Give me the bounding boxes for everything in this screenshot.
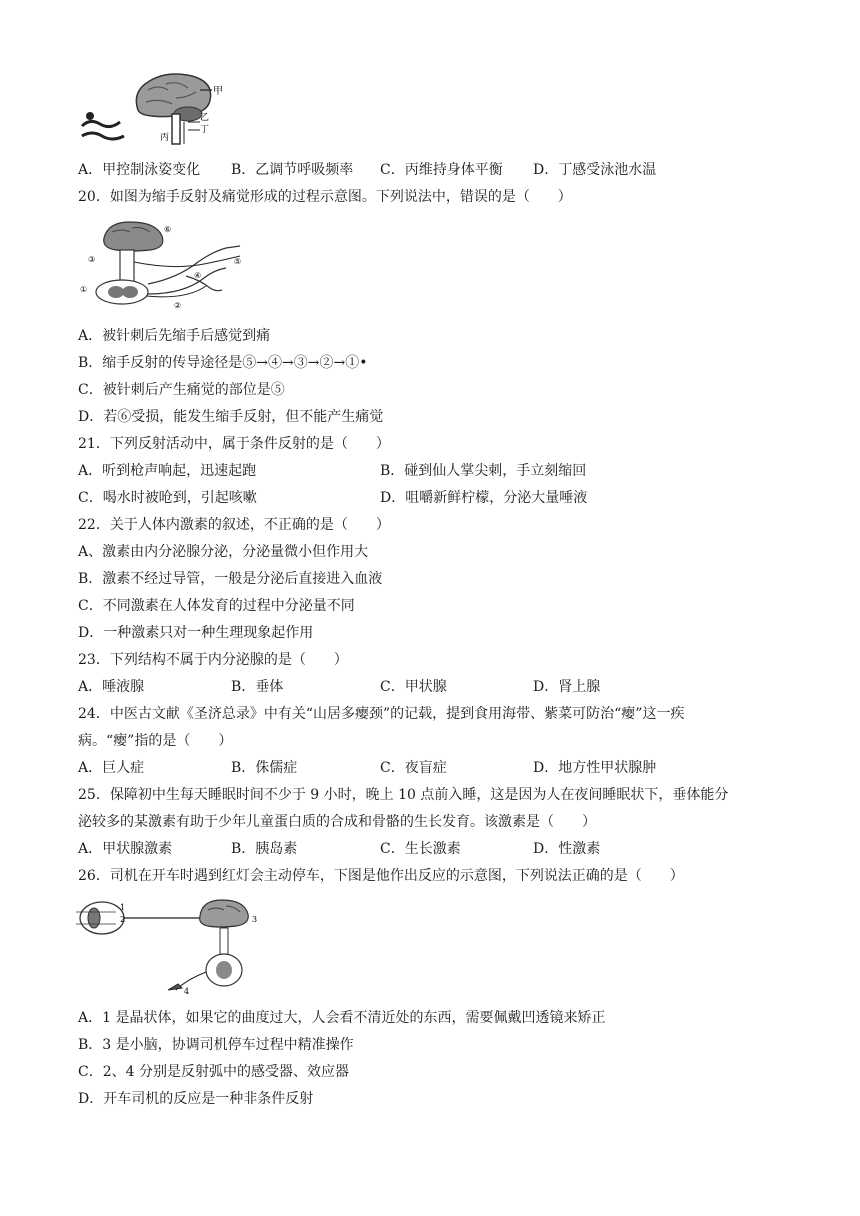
driver-reflex-figure: [76, 898, 266, 998]
figure-label-4: 4: [184, 987, 190, 996]
figure-label-4: ④: [194, 271, 202, 280]
q22-stem: 22．关于人体内激素的叙述，不正确的是（ ）: [78, 517, 390, 533]
q25-stem-line1: 25．保障初中生每天睡眠时间不少于 9 小时，晚上 10 点前入睡，这是因为人在夜间睡眠状下，垂体能分: [78, 787, 729, 803]
figure-label-3: 3: [252, 915, 258, 924]
q22-option-d: D．一种激素只对一种生理现象起作用: [78, 625, 314, 641]
q21-option-d: D．咀嚼新鲜柠檬，分泌大量唾液: [380, 490, 588, 506]
q25-stem-line2: 泌较多的某激素有助于少年儿童蛋白质的合成和骨骼的生长发育。该激素是（ ）: [78, 814, 596, 830]
eye-icon: [76, 902, 124, 934]
swimmer-icon: [82, 112, 124, 139]
q23-option-d: D．肾上腺: [533, 679, 601, 695]
q24-option-d: D．地方性甲状腺肿: [533, 760, 657, 776]
q25-option-a: A．甲状腺激素: [78, 841, 173, 857]
q22-option-b: B．激素不经过导管，一般是分泌后直接进入血液: [78, 571, 383, 587]
hand-arm-icon: [148, 246, 240, 294]
figure-label-1: ①: [80, 285, 88, 294]
figure-label-2: ②: [174, 301, 182, 310]
q24-option-b: B．侏儒症: [231, 760, 298, 776]
q20-option-a: A．被针刺后先缩手后感觉到痛: [78, 328, 271, 344]
q20-stem: 20．如图为缩手反射及痛觉形成的过程示意图。下列说法中，错误的是（ ）: [78, 189, 572, 205]
q25-option-b: B．胰岛素: [231, 841, 298, 857]
q26-option-a: A．1 是晶状体，如果它的曲度过大，人会看不清近处的东西，需要佩戴凹透镜来矫正: [78, 1010, 606, 1026]
q24-stem-line2: 病。“瘿”指的是（ ）: [78, 733, 233, 749]
q26-stem: 26．司机在开车时遇到红灯会主动停车，下图是他作出反应的示意图，下列说法正确的是（ ）: [78, 868, 684, 884]
q21-option-a: A．听到枪声响起，迅速起跑: [78, 463, 257, 479]
q26-option-d: D．开车司机的反应是一种非条件反射: [78, 1091, 314, 1107]
figure-label-yi: 乙: [200, 113, 210, 123]
figure-label-jia: 甲: [213, 86, 223, 97]
q23-stem: 23．下列结构不属于内分泌腺的是（ ）: [78, 652, 348, 668]
q19-option-a: A．甲控制泳姿变化: [78, 162, 201, 178]
brain-icon: [104, 222, 163, 251]
q26-option-b: B．3 是小脑，协调司机停车过程中精准操作: [78, 1037, 354, 1053]
figure-label-ding: 丁: [200, 125, 210, 135]
foot-icon: [168, 984, 182, 990]
q22-option-c: C．不同激素在人体发育的过程中分泌量不同: [78, 598, 355, 614]
q25-option-d: D．性激素: [533, 841, 601, 857]
q20-option-d: D．若⑥受损，能发生缩手反射，但不能产生痛觉: [78, 409, 384, 425]
q22-option-a: A、激素由内分泌腺分泌，分泌量微小但作用大: [78, 544, 369, 560]
q23-option-b: B．垂体: [231, 679, 284, 695]
q19-option-b: B．乙调节呼吸频率: [231, 162, 354, 178]
figure-label-1: 1: [120, 903, 126, 912]
q25-option-c: C．生长激素: [380, 841, 461, 857]
q19-option-d: D．丁感受泳池水温: [533, 162, 657, 178]
q24-stem-line1: 24．中医古文献《圣济总录》中有关“山居多瘿颈”的记载，提到食用海带、紫菜可防治“瘿”这一疾: [78, 706, 685, 722]
q24-option-a: A．巨人症: [78, 760, 145, 776]
q21-option-c: C．喝水时被呛到，引起咳嗽: [78, 490, 257, 506]
q21-stem: 21．下列反射活动中，属于条件反射的是（ ）: [78, 436, 390, 452]
reflex-arc-figure: [76, 218, 256, 314]
q20-option-b: B．缩手反射的传导途径是⑤→④→③→②→①•: [78, 355, 368, 371]
figure-label-bing: 丙: [160, 133, 170, 143]
spinal-cord-section-icon: [206, 954, 242, 986]
q20-option-c: C．被针刺后产生痛觉的部位是⑤: [78, 382, 285, 398]
q24-option-c: C．夜盲症: [380, 760, 447, 776]
q26-option-c: C．2、4 分别是反射弧中的感受器、效应器: [78, 1064, 349, 1080]
q21-option-b: B．碰到仙人掌尖刺，手立刻缩回: [380, 463, 587, 479]
q19-option-c: C．丙维持身体平衡: [380, 162, 503, 178]
spinal-cord-section-icon: [96, 280, 148, 304]
figure-label-3: ③: [88, 255, 96, 264]
brain-swimmer-figure: [76, 70, 226, 148]
figure-label-6: ⑥: [164, 225, 172, 234]
q23-option-c: C．甲状腺: [380, 679, 447, 695]
brain-icon: [200, 900, 249, 927]
q23-option-a: A．唾液腺: [78, 679, 145, 695]
figure-label-5: ⑤: [234, 257, 242, 266]
figure-label-2: 2: [120, 915, 126, 924]
